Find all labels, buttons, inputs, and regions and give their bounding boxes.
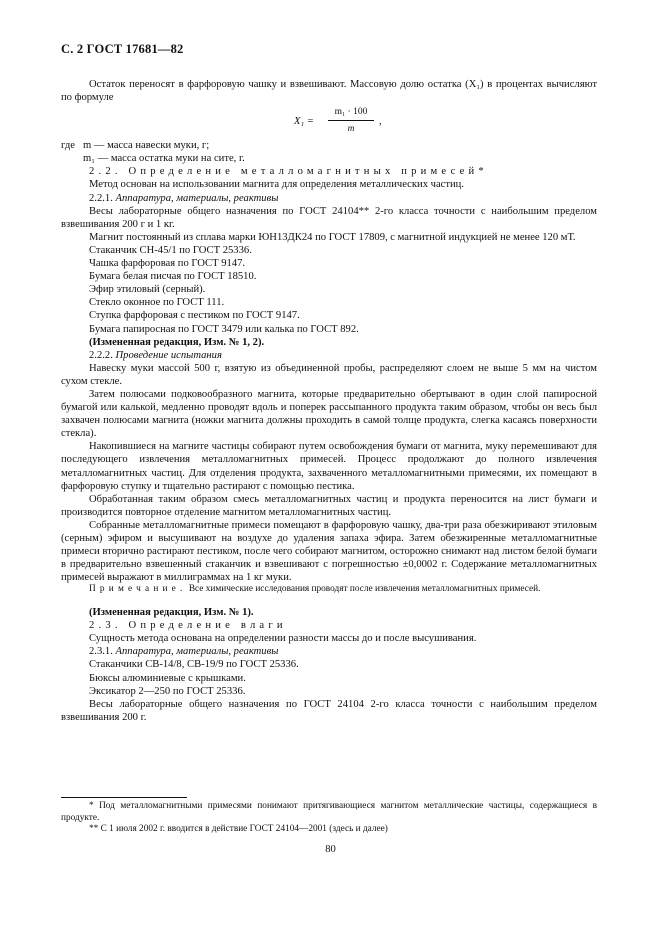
where-text: m₁ — масса остатка муки на сите, г. — [83, 153, 245, 165]
formula-numerator: m₁ · 100 — [328, 106, 374, 121]
note-text: Все химические исследования проводят после извлечения металломагнитных примесей. — [188, 584, 541, 595]
list-item: Чашка фарфоровая по ГОСТ 9147. — [89, 258, 246, 270]
document-body — [61, 78, 597, 724]
list-item: Ступка фарфоровая с пестиком по ГОСТ 9147. — [89, 310, 300, 322]
where-line — [61, 139, 597, 152]
where-text: m — масса навески муки, г; — [83, 140, 210, 152]
section-title: Проведение испытания — [115, 349, 222, 361]
list-item: Бюксы алюминиевые с крышками. — [89, 672, 246, 684]
section-title: Аппаратура, материалы, реактивы — [115, 646, 279, 658]
footnote: * Под металломагнитными примесями понимают притягивающиеся магнитом металлические частицы, содержащиеся в продукте. — [61, 801, 597, 823]
list-item: Стекло оконное по ГОСТ 111. — [89, 297, 225, 309]
formula-fraction — [328, 106, 374, 136]
section-2-2-text: Метод основан на использовании магнита для определения металлических частиц. — [89, 179, 464, 191]
paragraph: Собранные металломагнитные примеси помещают в фарфоровую чашку, два-три раза обезжиривают этиловым (серным) эфиром и высушивают на воздухе до удаления запаха эфира. Затем обезжиренные металломагнитные примеси вторично растирают пестиком, после чего собирают магнитом, осторожно снимают над листом белой бумаги в предварительно взвешенный стаканчик и взвешивают с погрешностью ±0,0002 г. Содержание металломагнитных примесей выражают в миллиграммах на 1 кг муки. — [61, 519, 597, 584]
paragraph: Обработанная таким образом смесь металломагнитных частиц и продукта переносится на лист бумаги и производится повторное отделение магнитом металломагнитных частиц. — [61, 493, 597, 518]
page-header: С. 2 ГОСТ 17681—82 — [61, 42, 184, 56]
revision-note: (Измененная редакция, Изм. № 1). — [89, 607, 254, 619]
footnotes — [61, 801, 597, 836]
footnote-divider — [61, 797, 187, 798]
list-item: Стаканчики СВ-14/8, СВ-19/9 по ГОСТ 25336. — [89, 659, 299, 671]
paragraph: Накопившиеся на магните частицы собирают путем освобождения бумаги от магнита, муку перемешивают для последующего извлечения металломагнитных примесей. Процесс продолжают до полного извлечения металломагнитных частиц. Для отделения продукта, захваченного металломагнитными примесями, их помещают в фарфоровую ступку и тщательно растирают с помощью пестика. — [61, 441, 597, 492]
paragraph: Затем полюсами подковообразного магнита, которые предварительно обертывают в один слой папиросной бумагой или калькой, медленно проводят вдоль и поперек рассыпанного продукта таким образом, чтобы он весь был захвачен полюсами магнита (ножки магнита должны проходить в самой толще продукта, слегка касаясь поверхности стекла). — [61, 388, 597, 440]
paragraph: Навеску муки массой 500 г, взятую из объединенной пробы, распределяют слоем не выше 5 мм на чистом сухом стекле. — [61, 362, 597, 387]
section-title: Аппаратура, материалы, реактивы — [115, 192, 279, 204]
page-number: 80 — [325, 844, 336, 855]
equipment-list — [61, 658, 597, 697]
section-number: 2.3.1. — [89, 646, 113, 658]
where-label: где — [61, 140, 75, 152]
list-item: Бумага папиросная по ГОСТ 3479 или калька по ГОСТ 892. — [89, 323, 359, 335]
formula — [61, 106, 597, 136]
section-2-2-1-heading — [61, 192, 597, 205]
list-item: Стаканчик СН-45/1 по ГОСТ 25336. — [89, 244, 252, 256]
formula-comma: , — [379, 116, 382, 128]
list-item: Эфир этиловый (серный). — [89, 284, 206, 296]
paragraph: Весы лабораторные общего назначения по ГОСТ 24104** 2-го класса точности с наибольшим пределом взвешивания 200 г и 1 кг. — [61, 205, 597, 230]
note-label: Примечание. — [89, 584, 187, 595]
paragraph: Весы лабораторные общего назначения по ГОСТ 24104 2-го класса точности с наибольшим пределом взвешивания 200 г. — [61, 698, 597, 723]
section-number: 2.2.1. — [89, 192, 113, 204]
revision-note: (Измененная редакция, Изм. № 1, 2). — [89, 336, 265, 348]
list-item: Бумага белая писчая по ГОСТ 18510. — [89, 271, 257, 283]
section-2-2-2-heading — [61, 349, 597, 362]
equipment-list — [61, 244, 597, 336]
list-item: Эксикатор 2—250 по ГОСТ 25336. — [89, 685, 246, 697]
spacer — [61, 596, 597, 606]
section-number: 2.2.2. — [89, 349, 113, 361]
where-line — [61, 152, 597, 165]
footnote: ** С 1 июля 2002 г. вводится в действие ГОСТ 24104—2001 (здесь и далее) — [89, 824, 388, 835]
formula-lhs: X₁ = — [294, 116, 314, 128]
paragraph: Магнит постоянный из сплава марки ЮН13ДК24 по ГОСТ 17809, с магнитной индукцией не менее 120 мТ. — [89, 231, 576, 243]
section-2-3-title: 2.3. Определение влаги — [89, 620, 287, 632]
section-2-2-title: 2.2. Определение металломагнитных примесей* — [89, 166, 488, 178]
note — [61, 584, 597, 596]
section-2-3-text: Сущность метода основана на определении разности массы до и после высушивания. — [89, 633, 477, 645]
section-2-3-1-heading — [61, 645, 597, 658]
formula-denominator: m — [347, 124, 355, 135]
intro-paragraph: Остаток переносят в фарфоровую чашку и взвешивают. Массовую долю остатка (X₁) в процентах вычисляют по формуле — [61, 79, 597, 104]
